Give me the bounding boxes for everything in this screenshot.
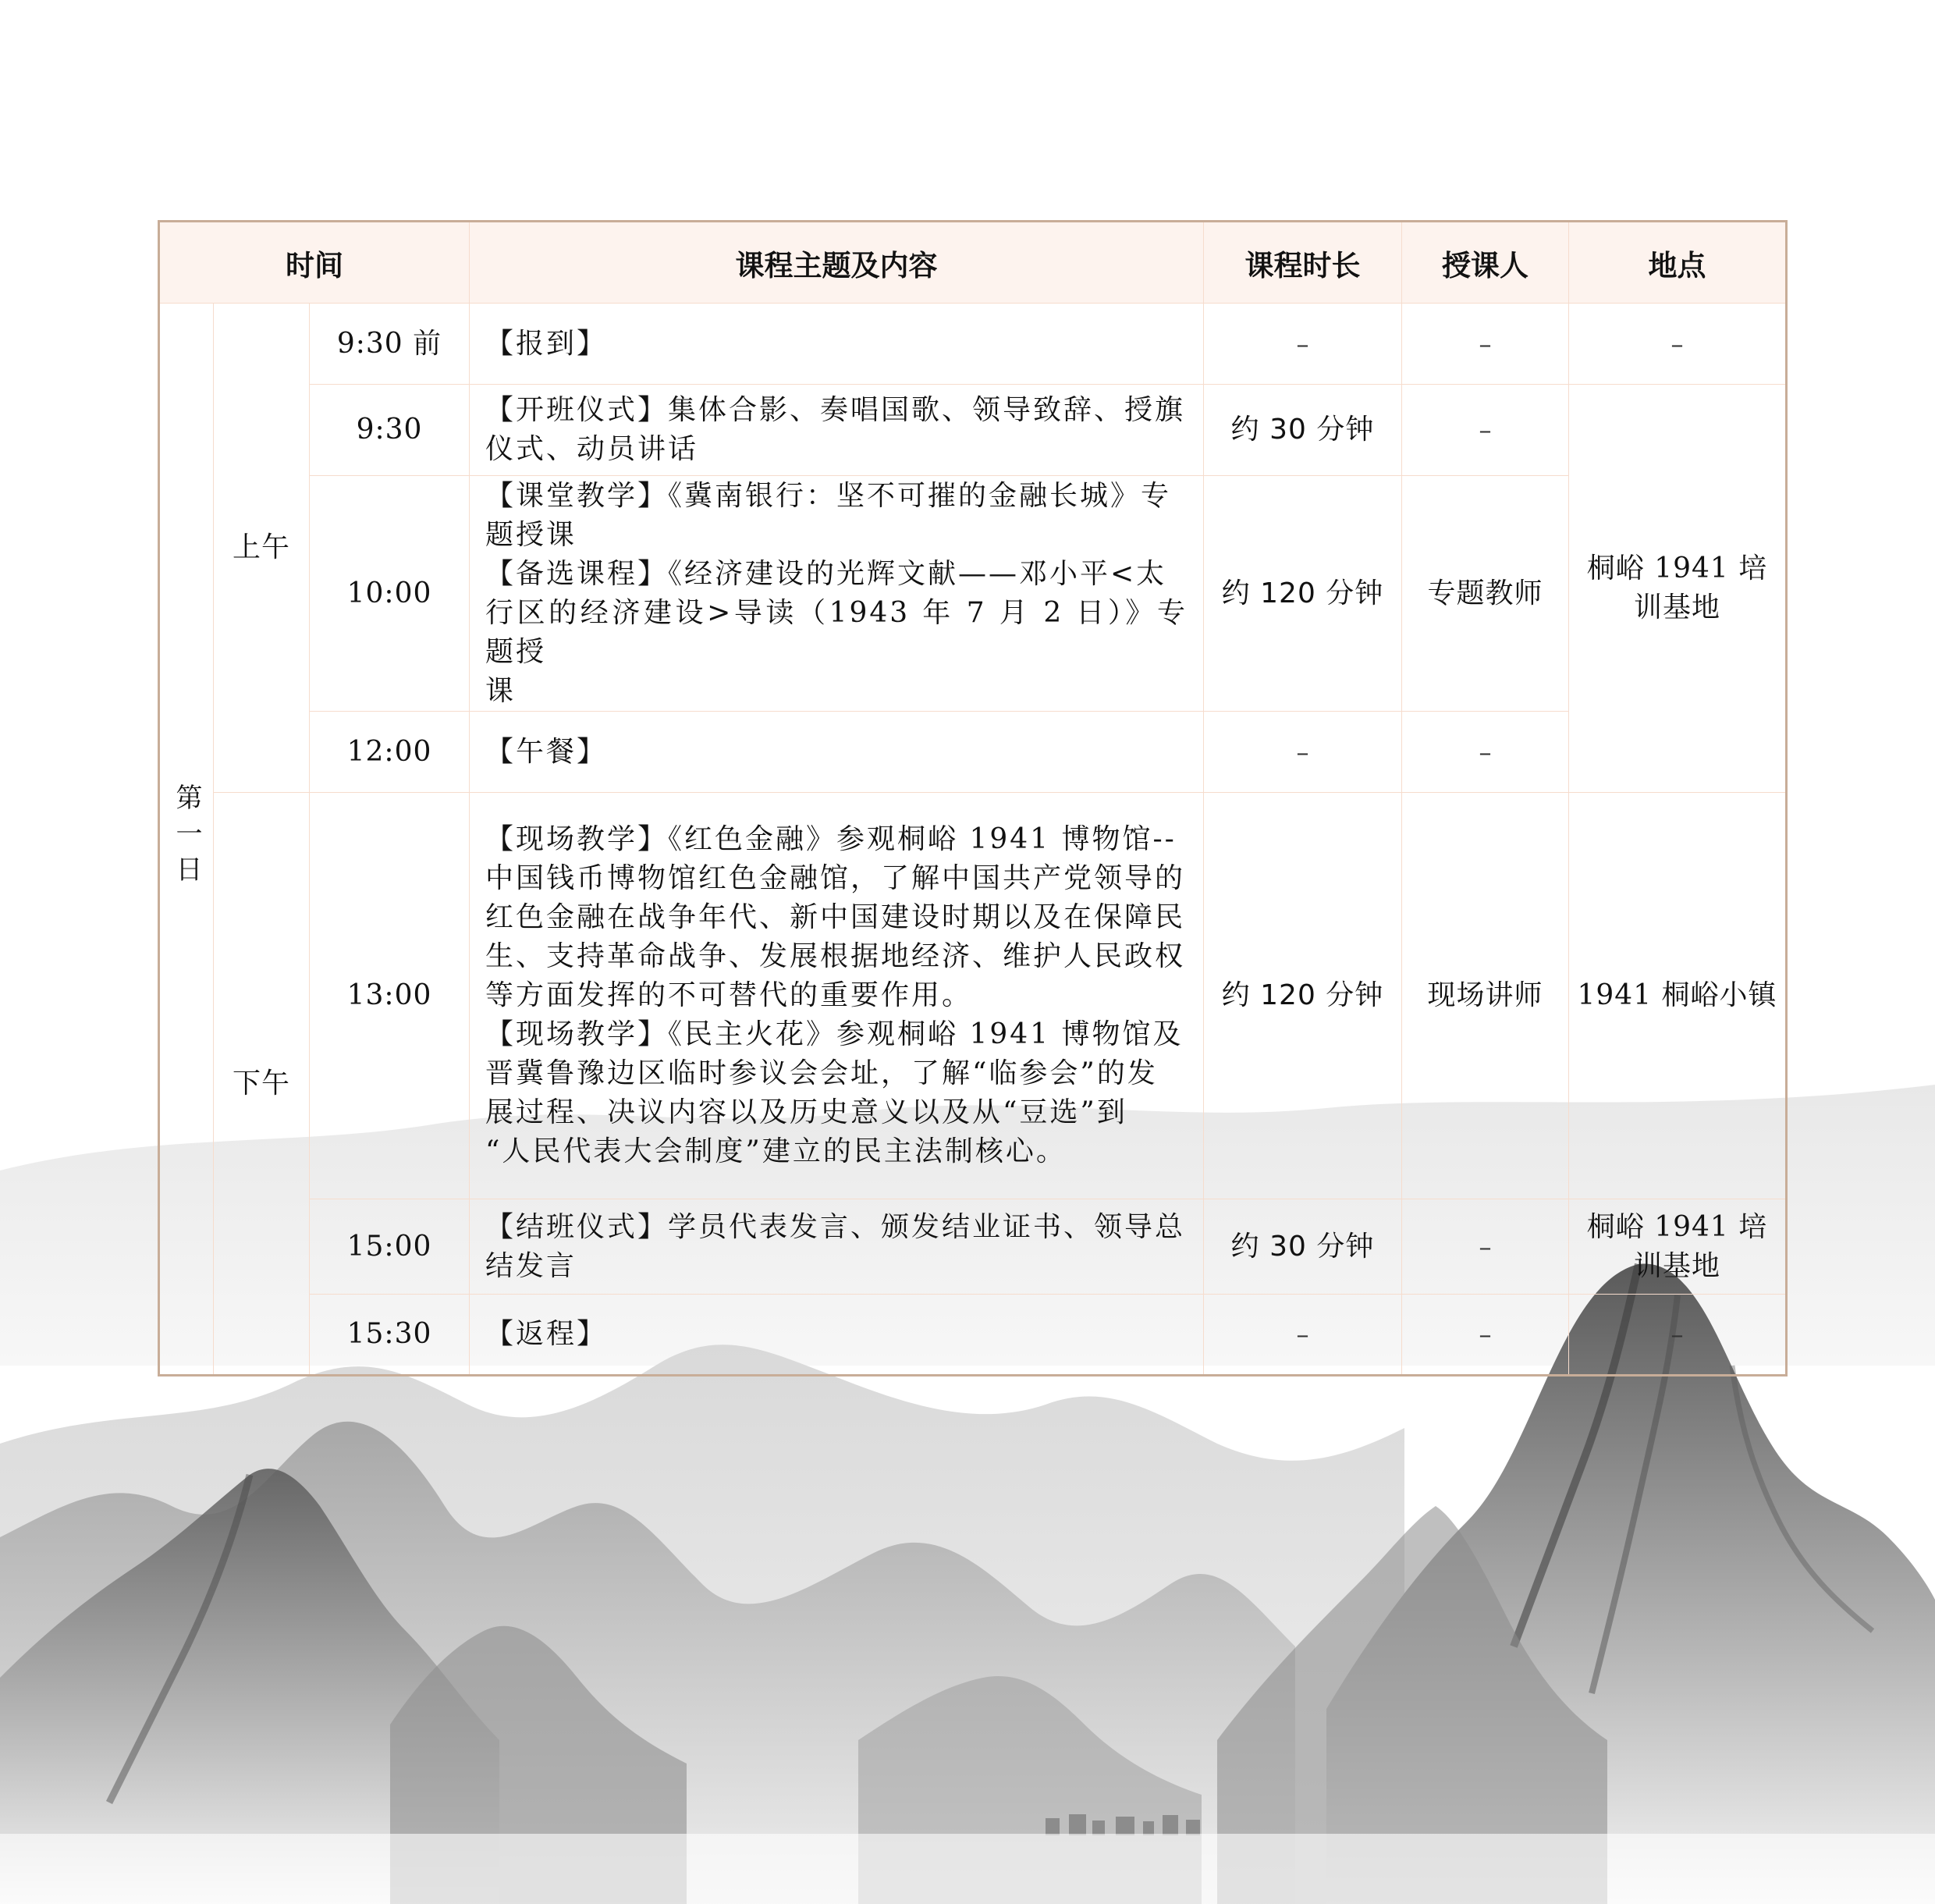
lecturer-cell xyxy=(1402,476,1569,712)
topic-line: 【备选课程】《经济建设的光辉文献——邓小平<太 xyxy=(485,557,1167,590)
topic-line: 【现场教学】《民主火花》参观桐峪 1941 博物馆及 xyxy=(485,1018,1184,1050)
lecturer-cell xyxy=(1402,1295,1569,1376)
time-cell xyxy=(310,1295,470,1376)
time-cell xyxy=(310,385,470,476)
table-row xyxy=(159,385,1787,476)
header-topic: 课程主题及内容 xyxy=(470,222,1204,304)
topic-line: 晋冀鲁豫边区临时参议会会址，了解“临参会”的发 xyxy=(485,1057,1158,1089)
topic-line: 等方面发挥的不可替代的重要作用。 xyxy=(485,979,973,1011)
duration-cell xyxy=(1204,385,1402,476)
time-text: 15:30 xyxy=(346,1318,432,1350)
lecturer-cell xyxy=(1402,1199,1569,1295)
header-duration: 课程时长 xyxy=(1204,222,1402,304)
table-row xyxy=(159,304,1787,385)
location-line: 桐峪 1941 培 xyxy=(1586,552,1768,584)
period-afternoon-label: 下午 xyxy=(232,1067,290,1099)
header-location: 地点 xyxy=(1569,222,1787,304)
location-text: – xyxy=(1670,329,1684,359)
location-cell xyxy=(1569,385,1787,793)
topic-line: 生、支持革命战争、发展根据地经济、维护人民政权 xyxy=(485,940,1186,972)
time-cell xyxy=(310,304,470,385)
time-cell xyxy=(310,1199,470,1295)
duration-text: 约 120 分钟 xyxy=(1221,979,1384,1011)
lecturer-text: – xyxy=(1479,1320,1492,1349)
topic-line: 【午餐】 xyxy=(485,735,608,768)
topic-line: 行区的经济建设>导读（1943 年 7 月 2 日）》专题授 xyxy=(485,596,1188,668)
duration-cell xyxy=(1204,1199,1402,1295)
duration-text: – xyxy=(1296,737,1309,767)
time-text: 10:00 xyxy=(346,577,432,609)
header-time: 时间 xyxy=(159,222,470,304)
topic-cell xyxy=(470,385,1204,476)
topic-line: 展过程、决议内容以及历史意义以及从“豆选”到 xyxy=(485,1096,1127,1128)
lecturer-text: – xyxy=(1479,737,1492,767)
topic-line: 课 xyxy=(485,674,517,707)
duration-text: – xyxy=(1296,329,1309,359)
table-row xyxy=(159,1295,1787,1376)
time-text: 15:00 xyxy=(346,1230,432,1263)
duration-cell xyxy=(1204,1295,1402,1376)
topic-line: “人民代表大会制度”建立的民主法制核心。 xyxy=(485,1135,1067,1167)
lecturer-cell xyxy=(1402,304,1569,385)
location-cell xyxy=(1569,304,1787,385)
lecturer-cell xyxy=(1402,793,1569,1199)
topic-line: 【返程】 xyxy=(485,1318,608,1350)
time-cell xyxy=(310,476,470,712)
duration-text: 约 30 分钟 xyxy=(1230,1230,1375,1263)
location-line: 训基地 xyxy=(1634,591,1721,623)
location-text: 1941 桐峪小镇 xyxy=(1577,979,1777,1011)
topic-line: 【结班仪式】学员代表发言、颁发结业证书、领导总 xyxy=(485,1210,1186,1243)
topic-line: 【报到】 xyxy=(485,327,608,360)
lecturer-text: – xyxy=(1479,415,1492,445)
lecturer-text: 现场讲师 xyxy=(1427,979,1543,1011)
time-text: 9:30 xyxy=(356,414,423,446)
lecturer-cell xyxy=(1402,712,1569,793)
location-cell xyxy=(1569,1199,1787,1295)
time-cell xyxy=(310,712,470,793)
time-text: 9:30 前 xyxy=(336,327,442,360)
location-cell xyxy=(1569,1295,1787,1376)
location-line: 桐峪 1941 培 xyxy=(1586,1210,1768,1243)
topic-line: 题授课 xyxy=(485,518,577,551)
topic-line: 【开班仪式】集体合影、奏唱国歌、领导致辞、授旗 xyxy=(485,394,1186,426)
period-afternoon xyxy=(214,793,310,1376)
location-text: – xyxy=(1670,1320,1684,1349)
topic-cell xyxy=(470,476,1204,712)
location-cell xyxy=(1569,793,1787,1199)
time-text: 13:00 xyxy=(346,979,432,1011)
schedule-table xyxy=(158,220,1788,1376)
lecturer-text: – xyxy=(1479,329,1492,359)
duration-text: 约 30 分钟 xyxy=(1230,414,1375,446)
topic-line: 【课堂教学】《冀南银行：坚不可摧的金融长城》专 xyxy=(485,479,1172,512)
topic-line: 仪式、动员讲话 xyxy=(485,433,699,465)
lecturer-cell xyxy=(1402,385,1569,476)
location-line: 训基地 xyxy=(1634,1249,1721,1282)
table-row xyxy=(159,793,1787,1199)
day-label: 第一日 xyxy=(171,783,202,891)
table-row xyxy=(159,712,1787,793)
topic-line: 红色金融在战争年代、新中国建设时期以及在保障民 xyxy=(485,901,1186,933)
topic-cell xyxy=(470,1295,1204,1376)
lecturer-text: 专题教师 xyxy=(1427,577,1543,609)
duration-cell xyxy=(1204,793,1402,1199)
topic-line: 中国钱币博物馆红色金融馆，了解中国共产党领导的 xyxy=(485,862,1186,894)
table-row xyxy=(159,476,1787,712)
topic-cell xyxy=(470,1199,1204,1295)
header-lecturer: 授课人 xyxy=(1402,222,1569,304)
time-text: 12:00 xyxy=(346,735,432,768)
period-morning-label: 上午 xyxy=(232,531,290,563)
lecturer-text: – xyxy=(1479,1231,1492,1262)
duration-cell xyxy=(1204,712,1402,793)
period-morning xyxy=(214,304,310,793)
topic-cell xyxy=(470,304,1204,385)
duration-text: 约 120 分钟 xyxy=(1221,577,1384,609)
topic-line: 结发言 xyxy=(485,1249,577,1282)
topic-line: 【现场教学】《红色金融》参观桐峪 1941 博物馆-- xyxy=(485,823,1177,855)
topic-cell xyxy=(470,712,1204,793)
header-row xyxy=(159,222,1787,304)
duration-cell xyxy=(1204,304,1402,385)
duration-cell xyxy=(1204,476,1402,712)
time-cell xyxy=(310,793,470,1199)
topic-cell xyxy=(470,793,1204,1199)
table-row xyxy=(159,1199,1787,1295)
duration-text: – xyxy=(1296,1320,1309,1349)
day-cell xyxy=(159,304,214,1376)
